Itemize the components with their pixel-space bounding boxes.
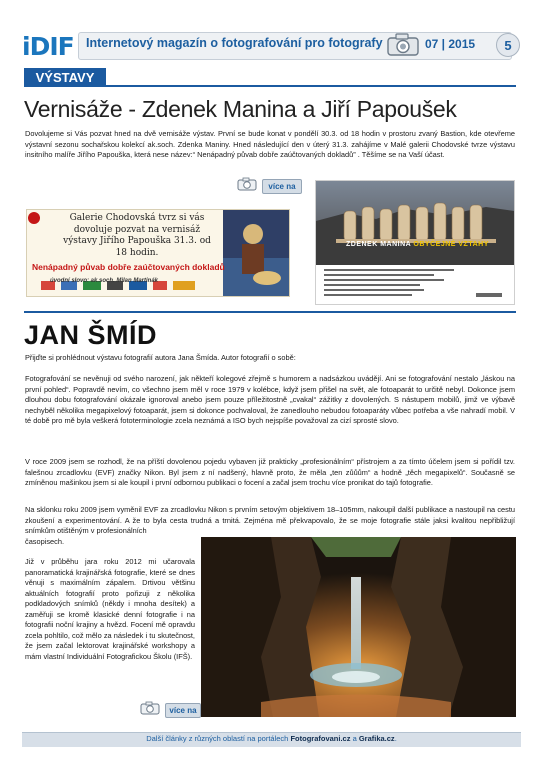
footer-suffix: . <box>394 734 397 743</box>
article-divider <box>24 311 516 313</box>
footer-link-fotografovani[interactable]: Fotografovani.cz <box>290 734 351 743</box>
poster-exhibition-subtitle: OBYČEJNÉ VZTAHY <box>413 241 489 248</box>
footer-text <box>22 734 521 743</box>
article-paragraph: Na sklonku roku 2009 jsem vyměnil EVF za zrcadlovku Nikon s prvním setovým objektivem 18–105mm, nakoupil další publikace a nastoupil na cestu zkoušení a experimentování. A že to byla cesta trudná a trnitá. Zejména mě překvapovalo, že se moje fotografie stále jaksi kvalitou nepřibližují snímkům otištěným v profesionálních <box>25 505 515 535</box>
article-paragraph: Fotografování se nevěnuji od svého narození, jak někteří kolegové zřejmě s humorem a nadsázkou uvádějí. Ani se fotografování nestalo „láskou na první pohled“. Popravdě nevím, co všechno jsem měl v roce 1979 v kolébce, když jsem přišel na svět, ale fotoaparát to určitě nebyl. Dokonce jsem dlouhou dobu fotografování okázale ignoroval anebo jsem pouze příležitostně „cvakal“ zážitky z dovolených. S nástupem mobilů, jimž ve výbavě nechyběl několika megapixelový fotoaparát, jsem si dokonce pochvaloval, že zanedlouho nebudou fotoaparáty vůbec potřeba a vše nahradí mobil. V té době pro mě byla veškerá fototerminologie zcela neznámá a ISO bych nejspíše považoval za cizí sprosté slovo. <box>25 374 515 425</box>
camera-icon <box>140 701 160 715</box>
more-link-smid[interactable]: více na <box>165 703 201 718</box>
footer-link-grafika[interactable]: Grafika.cz <box>358 734 395 743</box>
poster-invite-text: Galerie Chodovská tvrz si vás dovoluje pozvat na vernisáž výstavy Jiřího Papouška 31.3. od 18 hodin. <box>63 213 211 258</box>
more-link-vernisaze[interactable]: více na <box>262 179 302 194</box>
article-paragraph: Již v průběhu jara roku 2012 mi učarovala panoramatická krajinářská fotografie, které se dnes věnuji s maximálním zápalem. Drtivou většinu aktuálních fotografií proto pořizuji z několika podkladových snímků (někdy i mnoha desítek) a zaměřuji se kromě klasické denní fotografie i na fotografii noční krajiny a hvězd. Focení mě opravdu zcela pohltilo, což mělo za následek i tu skutečnost, že jsem začal lektorovat krajinářské workshopy a mám vlastní Individuální Fotografickou Školu (IFŠ). <box>25 557 195 661</box>
article-title-vernisaze: Vernisáže - Zdenek Manina a Jiří Papoušek <box>24 96 457 122</box>
article-intro-smid: Přijďte si prohlédnout výstavu fotografií autora Jana Šmída. Autor fotografií o sobě: <box>25 353 296 362</box>
section-label: VÝSTAVY <box>24 68 106 87</box>
poster-artist-name: ZDENEK MANINA <box>346 241 411 248</box>
footer-prefix: Další články z různých oblastí na portálech <box>146 734 289 743</box>
article-paragraph-continued: časopisech. <box>25 537 65 546</box>
poster-intro-speaker: úvodní slovo: ak.soch. Milan Martinák <box>50 278 159 284</box>
poster-manina-title <box>346 241 489 248</box>
camera-icon <box>385 31 421 57</box>
camera-icon <box>237 177 257 191</box>
article-title-smid: JAN ŠMÍD <box>24 320 158 350</box>
poster-exhibition-title: Nenápadný půvab dobře zaúčtovaných dokladů <box>32 262 225 272</box>
issue-number: 07 | 2015 <box>425 37 476 51</box>
article-body-vernisaze: Dovolujeme si Vás pozvat hned na dvě vernisáže výstav. První se bude konat v pondělí 30.3. od 18 hodin v prostoru zvaný Bastion, kde otevřeme výstavní sezonu sochařskou kolekcí ak.soch. Zdenka Maniny. Hned následující den v úterý 31.3. zahájíme v Malé galerii Chodovské tvrze výstavu insitního malíře Jiřího Papouška, která nese název:“ Nenápadný půvab dobře zaúčtovaných dokladů” . Těšíme se na Vaší účast. <box>25 129 515 159</box>
article-paragraph: V roce 2009 jsem se rozhodl, že na příští dovolenou pojedu vybaven již prakticky „profesionálním“ přístrojem a za tímto účelem jsem si pořídil tzv. falešnou zrcadlovku (EVF) značky Nikon. Byl jsem z ní nadšený, hlavně proto, že měla „ten zůůům“ a hodně „těch megapixelů“. Současně se zmíněnou mašinkou jsem si ale koupil i první odbornou publikaci o focení a začal jsem trochu více pronikat do tajů fotografie. <box>25 457 515 487</box>
page-number: 5 <box>496 33 520 57</box>
idif-logo: iDIF <box>22 32 74 61</box>
magazine-title: Internetový magazín o fotografování pro fotografy <box>86 36 383 50</box>
footer-joiner: a <box>352 734 357 743</box>
waterfall-photo <box>201 537 516 717</box>
